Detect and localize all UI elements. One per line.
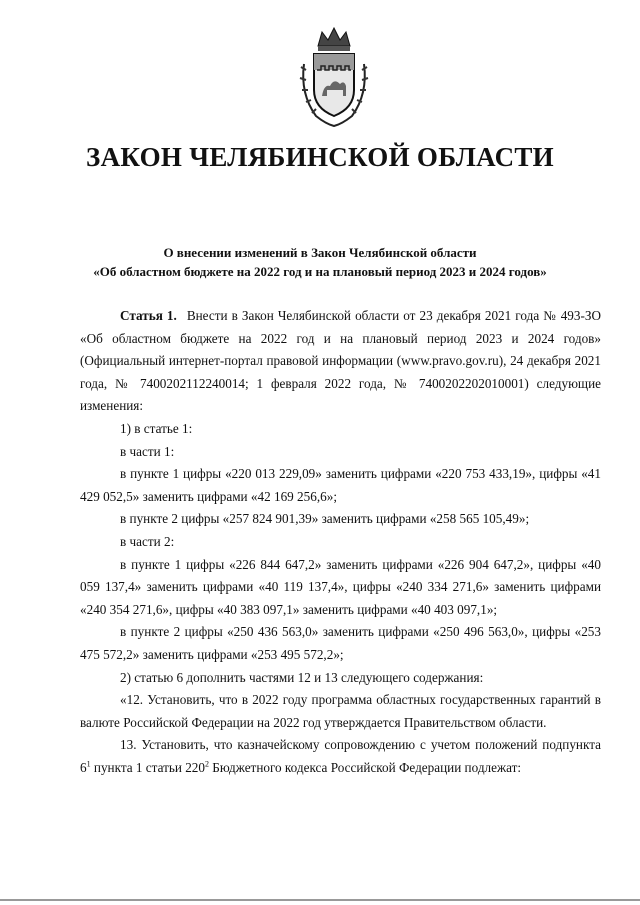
paragraph: в пункте 1 цифры «220 013 229,09» заменить цифрами «220 753 433,19», цифры «41 429 052,5» заменить цифрами «42 169 256,6»; [80,466,601,504]
paragraph-text: пункта 1 статьи 220 [90,759,205,775]
paragraph: 2) статью 6 дополнить частями 12 и 13 следующего содержания: [120,669,484,685]
paragraph-text: 13. Установить, что казначейскому сопровождению с учетом положений подпункта 6 [80,737,601,775]
paragraph: 1) в статье 1: [120,420,193,436]
superscript: 2 [205,759,209,769]
paragraph: в пункте 1 цифры «226 844 647,2» заменить цифрами «226 904 647,2», цифры «40 059 137,4» заменить цифрами «40 119 137,4», цифры «240 334 271,6» заменить цифрами «240 354 271,6», цифры «40 383 097,1» заменить цифрами «40 403 097,1»; [80,556,601,617]
law-subject [40,243,600,281]
subject-line-1: О внесении изменений в Закон Челябинской области [163,245,477,260]
paragraph: в части 2: [120,533,175,549]
article-label: Статья 1. [120,308,177,323]
paragraph: «12. Установить, что в 2022 году программа областных государственных гарантий в валюте Российской Федерации на 2022 год утверждается Правительством области. [80,692,601,730]
article-intro-text: Внести в Закон Челябинской области от 23 декабря 2021 года № 493-ЗО «Об областном бюджете на 2022 год и на плановый период 2023 и 2024 годов» (Официальный интернет-портал правовой информации (www.pravo.gov.ru), 24 декабря 2021 года, № 7400202112240014; 1 февраля 2022 года, № 7400202202010001) следующие изменения: [80,308,602,414]
paragraph: в пункте 2 цифры «250 436 563,0» заменить цифрами «250 496 563,0», цифры «253 475 572,2» заменить цифрами «253 495 572,2»; [80,624,601,662]
paragraph-text: Бюджетного кодекса Российской Федерации подлежат: [209,759,522,775]
paragraph: в части 1: [120,443,175,459]
article-intro [80,305,601,418]
subject-line-2: «Об областном бюджете на 2022 год и на плановый период 2023 и 2024 годов» [93,264,547,279]
superscript: 1 [86,759,91,769]
law-title: ЗАКОН ЧЕЛЯБИНСКОЙ ОБЛАСТИ [86,142,554,172]
article-body [80,305,601,779]
paragraph [80,734,601,779]
coat-of-arms-icon [294,24,374,128]
paragraph: в пункте 2 цифры «257 824 901,39» заменить цифрами «258 565 105,49»; [120,511,530,527]
page-bottom-edge [0,899,640,901]
